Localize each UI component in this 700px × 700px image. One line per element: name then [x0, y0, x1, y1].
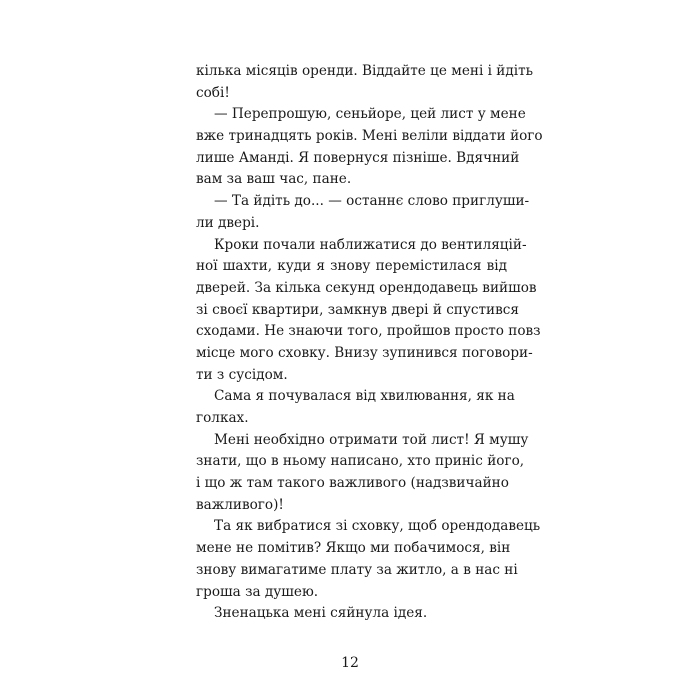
text-line: Та як вибратися зі сховку, щоб орендодавець	[214, 518, 541, 535]
body-text	[196, 61, 543, 625]
text-line: ти з сусідом.	[196, 366, 288, 383]
text-line: Зненацька мені сяйнула ідея.	[214, 605, 428, 622]
text-line: — Та йдіть до... — останнє слово приглуши-	[214, 193, 530, 210]
text-line: гроша за душею.	[196, 583, 319, 600]
text-line: — Перепрошую, сеньйоре, цей лист у мене	[214, 106, 526, 123]
text-line: зі своєї квартири, замкнув двері й спустився	[196, 301, 519, 318]
page-number: 12	[341, 655, 359, 671]
text-line: Мені необхідно отримати той лист! Я мушу	[214, 431, 529, 448]
text-line: ної шахти, куди я знову перемістилася від	[196, 258, 507, 275]
text-line: місце мого сховку. Внизу зупинився поговори-	[196, 344, 533, 361]
text-line: ли двері.	[196, 214, 260, 231]
text-line: дверей. За кілька секунд орендодавець вийшов	[196, 279, 537, 296]
text-line: вже тринадцять років. Мені веліли віддати його	[196, 128, 543, 145]
text-line: Кроки почали наближатися до вентиляцій-	[214, 236, 527, 253]
text-line: мене не помітив? Якщо ми побачимося, він	[196, 540, 511, 557]
text-line: знати, що в ньому написано, хто приніс його,	[196, 453, 525, 470]
text-line: знову вимагатиме плату за житло, а в нас ні	[196, 561, 518, 578]
text-line: кілька місяців оренди. Віддайте це мені і йдіть	[196, 63, 533, 79]
text-line: важливого)!	[196, 496, 284, 513]
text-line: голках.	[196, 410, 249, 426]
text-line: Сама я почувалася від хвилювання, як на	[214, 388, 515, 405]
text-line: собі!	[196, 84, 230, 101]
text-line: вам за ваш час, пане.	[196, 171, 352, 188]
text-line: і що ж там такого важливого (надзвичайно	[196, 475, 509, 492]
text-line: лише Аманді. Я повернуся пізніше. Вдячний	[196, 149, 520, 166]
text-line: сходами. Не знаючи того, пройшов просто повз	[196, 323, 541, 340]
